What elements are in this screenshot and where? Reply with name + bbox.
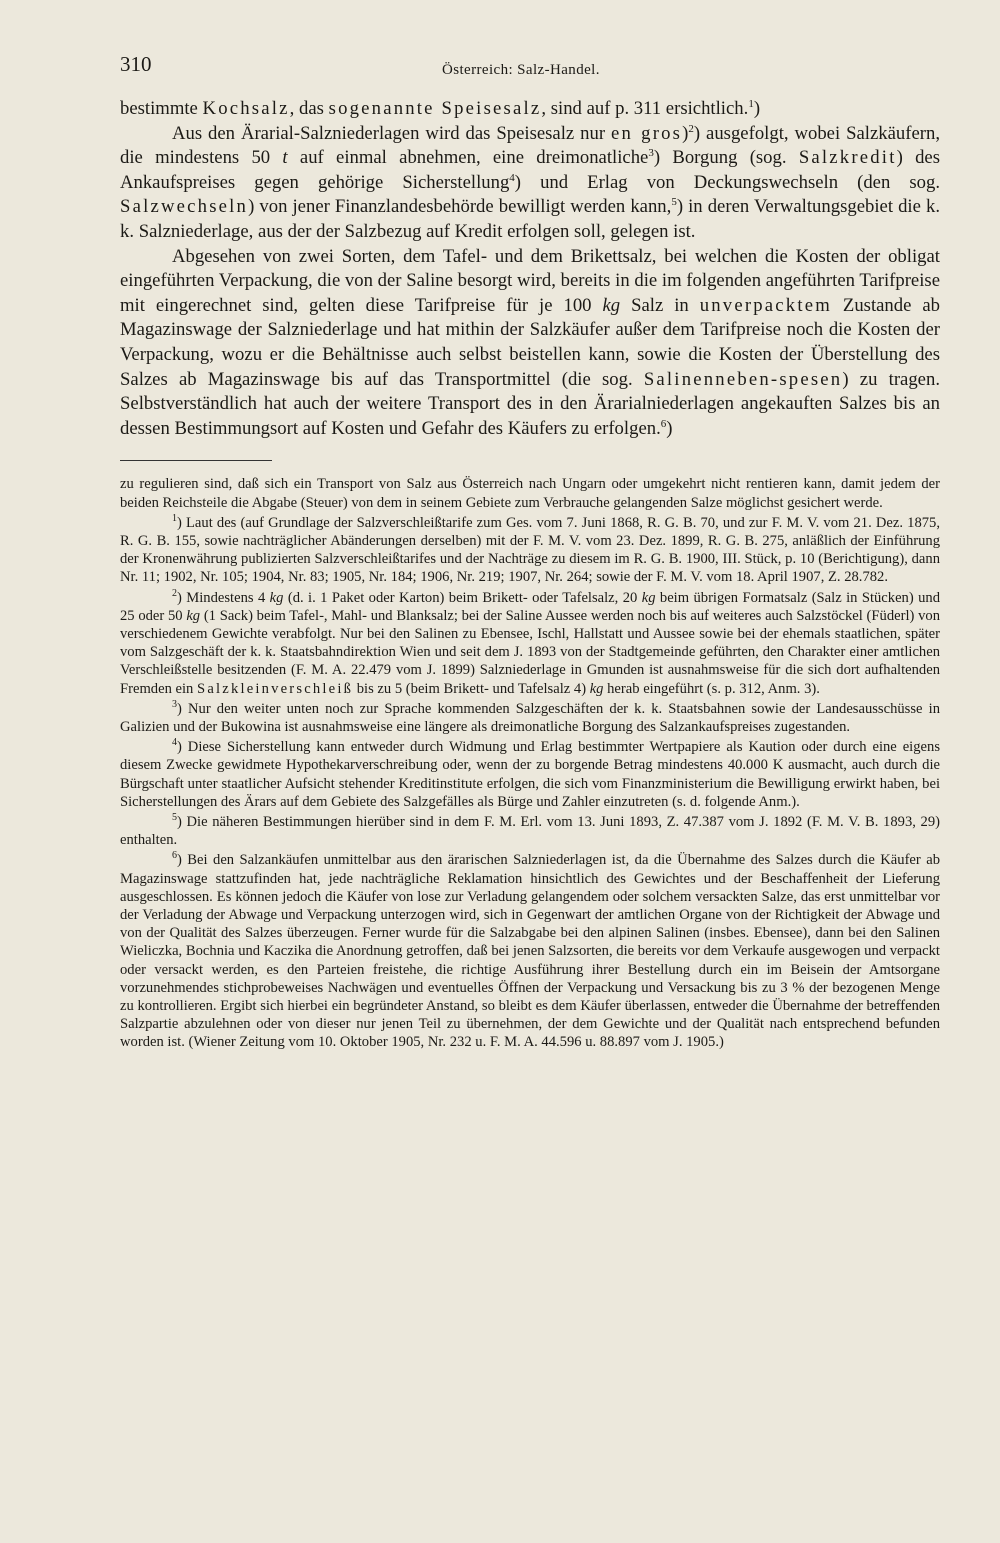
unit: kg bbox=[269, 589, 284, 606]
body-text bbox=[120, 97, 940, 441]
text-run: ) Mindestens 4 bbox=[177, 589, 270, 606]
footnote-marker: 1 bbox=[748, 98, 754, 110]
text-run: ) und Erlag von Deckungswechseln (den sog. bbox=[514, 171, 940, 193]
spaced-term: unverpacktem bbox=[699, 294, 832, 316]
text-run: ) zu tragen. Selbstverständlich hat auch der weitere Transport des in den Ärarialniederlagen angekauften Salzes bis an dessen Bestimmungsort auf Kosten und Gefahr des Käufers zu erfolgen. bbox=[120, 368, 940, 439]
text-run: , das bbox=[289, 98, 329, 119]
footnote-marker: 5 bbox=[671, 196, 677, 209]
running-head: Österreich: Salz-Handel. bbox=[442, 62, 600, 78]
footnote-marker: 4 bbox=[509, 171, 515, 184]
footnote-separator bbox=[120, 460, 272, 461]
text-run: (1 Sack) beim Tafel-, Mahl- und Blanksalz; bei der Saline Aussee werden noch bis auf weiteres auch Salzstöckel (Füderl) von verschiedenem Gewichte verabfolgt. Nur bei den Salinen zu Ebensee, Ischl, Hallstatt und Aussee sowie bei der ehemals staatlichen, später vom Salzgeschäft der k. k. Staatsbahndirektion Wien und seit dem J. 1893 von der Stadtgemeinde geführten, den Charakter einer amtlichen Verschleißstelle besitzenden (F. M. A. 22.479 vom J. 1899) Salzniederlage in Gmunden ist ausnahmsweise für die sich dort aufhaltenden Fremden ein bbox=[120, 607, 940, 697]
text-run: beim übrigen Formatsalz (Salz in Stücken) und 25 oder 50 bbox=[120, 589, 941, 624]
footnotes bbox=[120, 475, 940, 1051]
text-run: ) von jener Finanzlandesbehörde bewilligt werden kann, bbox=[248, 196, 672, 218]
body-paragraph bbox=[120, 122, 940, 245]
text-run: ) ausgefolgt, wobei Salzkäufern, die mindestens 50 bbox=[120, 122, 940, 169]
page-header bbox=[120, 44, 940, 86]
footnote-marker: 6 bbox=[172, 850, 177, 862]
text-run: ) Nur den weiter unten noch zur Sprache kommenden Salzgeschäften der k. k. Staatsbahnen sowie der Landesausschüsse in Galizien und der Bukowina ist ausnahmsweise eine längere als dreimonatliche Borgung des Salzankaufspreises zugestanden. bbox=[120, 700, 940, 735]
footnote-6 bbox=[120, 851, 940, 1051]
text-run: ) Die näheren Bestimmungen hierüber sind in dem F. M. Erl. vom 13. Juni 1893, Z. 47.387 vom J. 1892 (F. M. V. B. 1893, 29) enthalten. bbox=[120, 813, 940, 849]
text-run: ) Laut des (auf Grundlage der Salzverschleißtarife zum Ges. vom 7. Juni 1868, R. G. B. 70, und zur F. M. V. vom 21. Dez. 1875, R. G. B. 155, sowie nachträglicher Abänderungen derselben) mit der F. M. V. vom 23. Dez. 1899, R. G. B. 275, anläßlich der Einführung der Kronenwährung publizierten Salzverschleißtarifes und der Nachträge zu diesem im R. G. B. 1900, III. Stück, p. 10 (Berichtigung), dann Nr. 11; 1902, Nr. 105; 1904, Nr. 83; 1905, Nr. 184; 1906, Nr. 219; 1907, Nr. 264; sowie der F. M. V. vom 18. April 1907, Z. 28.782. bbox=[120, 514, 940, 586]
text-run: Zustande ab Magazinswage der Salzniederlage und hat mithin der Salzkäufer außer dem Tarifpreise noch die Kosten der Verpackung, wozu er die Behältnisse auch selbst beistellen kann, sowie die Kosten der Überstellung des Salzes ab Magazinswage bis auf das Transportmittel (die sog. bbox=[120, 294, 940, 390]
spaced-term: Salzkredit bbox=[798, 147, 897, 169]
text-run: ) bbox=[753, 98, 761, 119]
page-number: 310 bbox=[120, 52, 152, 76]
text-run: herab eingeführt (s. p. 312, Anm. 3). bbox=[603, 680, 820, 697]
unit: t bbox=[282, 147, 288, 169]
text-run: , sind auf p. 311 ersichtlich. bbox=[541, 98, 749, 119]
unit: kg bbox=[186, 607, 201, 624]
text-run: ) Bei den Salzankäufen unmittelbar aus den ärarischen Salzniederlagen ist, da die Übernahme des Salzes durch die Käufer ab Magazinswage stattzufinden hat, jede nachträgliche Reklamation hinsichtlich des Gewichtes und der Beschaffenheit der Lieferung ausgeschlossen. Es können jedoch die Käufer von lose zur Verladung gelangendem oder solchem versackten Salze, das erst unmittelbar vor der Verladung der Abwage und Verpackung unterzogen wird, sich in Gegenwart der amtlichen Organe von der Richtigkeit der Abwage und von der Qualität des Salzes überzeugen. Ferner wurde für die Salzabgabe bei den alpinen Salinen (insbes. Ebensee), dann bei den Salinen Wieliczka, Bochnia und Kaczika die Anordnung getroffen, daß bei jenen Salzsorten, die bereits vor dem Verkaufe ausgewogen und verpackt oder versackt werden, es den Parteien freistehe, die richtige Ausführung ihrer Bestellung durch ein im Beisein der Amtsorgane vorzunehmendes stichprobeweises Nachwägen und eventuelles Öffnen der Verpackung und Versackung bis zu 3 % bbox=[120, 852, 940, 996]
footnote-continuation bbox=[120, 475, 940, 511]
footnote-marker: 1 bbox=[172, 512, 177, 524]
text-run: ) in deren Verwaltungsgebiet die k. k. Salzniederlage, aus der der Salzbezug auf Kredit erfolgen soll, gelegen ist. bbox=[120, 196, 940, 242]
text-run: ) Borgung (sog. bbox=[653, 147, 799, 169]
text-run: bestimmte bbox=[120, 98, 203, 119]
text-run: (d. i. 1 Paket oder Karton) beim Brikett- oder Tafelsalz, 20 bbox=[283, 589, 642, 606]
text-run: ) des Ankaufspreises gegen gehörige Sicherstellung bbox=[120, 147, 940, 193]
footnote-marker: 4 bbox=[172, 737, 177, 749]
footnote-marker: 3 bbox=[172, 698, 177, 710]
text-run: ) Diese Sicherstellung kann entweder durch Widmung und Erlag bestimmter Wertpapiere als Kaution oder durch eine eigens diesem Zwecke gewidmete Hypothekarverschreibung oder, wenn der zu borgende Betrag mindestens 40.000 K ausmacht, auch durch die Bürgschaft unter staatlicher Aufsicht stehender Kreditinstitute erfolgen, die sich vom Finanzministerium die Bewilligung erwirkt haben, bei Sicherstellungen des Ärars auf dem Gebiete des Salzgefälles als Bürge und Zahler einzutreten (s. d. folgende Anm.). bbox=[120, 739, 940, 810]
text-run: der bezogenen Menge zu kontrollieren. Ergibt sich hierbei ein begründeter Anstand, so bleibt es dem Käufer überlassen, entweder die Übernahme der betreffenden Salzpartie abzulehnen oder von dieser nur jenen Teil zu übernehmen, der dem Gewichte und der Qualität nach entsprechend befunden worden ist. (Wiener Zeitung vom 10. Oktober 1905, Nr. 232 u. F. M. A. 44.596 u. 88.897 vom J. 1905.) bbox=[120, 979, 940, 1051]
text-run: Aus den Ärarial-Salzniederlagen wird das Speisesalz nur bbox=[172, 122, 611, 144]
unit: kg bbox=[589, 680, 604, 697]
spaced-term: en gros bbox=[611, 122, 683, 144]
footnote-4 bbox=[120, 738, 940, 811]
footnote-1 bbox=[120, 514, 940, 587]
footnote-marker: 5 bbox=[172, 811, 177, 823]
footnote-5 bbox=[120, 813, 940, 849]
text-run: auf einmal abnehmen, eine dreimonatliche bbox=[287, 147, 649, 169]
text-run: ) bbox=[666, 417, 673, 439]
text-run: ) bbox=[682, 122, 689, 144]
spaced-term: Salinenneben-spesen bbox=[643, 368, 843, 390]
spaced-term: Salzkleinverschleiß bbox=[197, 680, 354, 697]
footnote-marker: 2 bbox=[172, 587, 177, 599]
footnote-marker: 3 bbox=[648, 147, 654, 160]
footnote-marker: 6 bbox=[660, 417, 667, 430]
text-run: bis zu 5 (beim Brikett- und Tafelsalz 4) bbox=[353, 680, 590, 697]
unit: kg bbox=[602, 294, 621, 316]
spaced-term: Kochsalz bbox=[202, 98, 290, 119]
spaced-term: sogenannte Speisesalz bbox=[328, 98, 542, 119]
unit: kg bbox=[641, 589, 656, 606]
spaced-term: Salzwechseln bbox=[120, 196, 249, 218]
text-run: zu regulieren sind, daß sich ein Transport von Salz aus Österreich nach Ungarn oder umgekehrt nicht rentieren kann, damit jedem der beiden Reichsteile die Abgabe (Steuer) von dem in seinem Gebiete zum Verbrauche gelangenden Salze möglichst gesichert werde. bbox=[120, 476, 940, 511]
footnote-2 bbox=[120, 589, 940, 698]
body-paragraph bbox=[120, 97, 940, 122]
text-run: Abgesehen von zwei Sorten, dem Tafel- und dem Brikettsalz, bei welchen die Kosten der obligat eingeführten Verpackung, die von der Saline besorgt wird, bereits in die im folgenden angeführten Tarifpreise mit eingerechnet sind, gelten diese Tarifpreise für je 100 bbox=[120, 245, 940, 316]
body-paragraph bbox=[120, 245, 940, 442]
text-run: Salz in bbox=[620, 294, 700, 316]
footnote-marker: 2 bbox=[688, 122, 694, 135]
footnote-3 bbox=[120, 700, 940, 736]
